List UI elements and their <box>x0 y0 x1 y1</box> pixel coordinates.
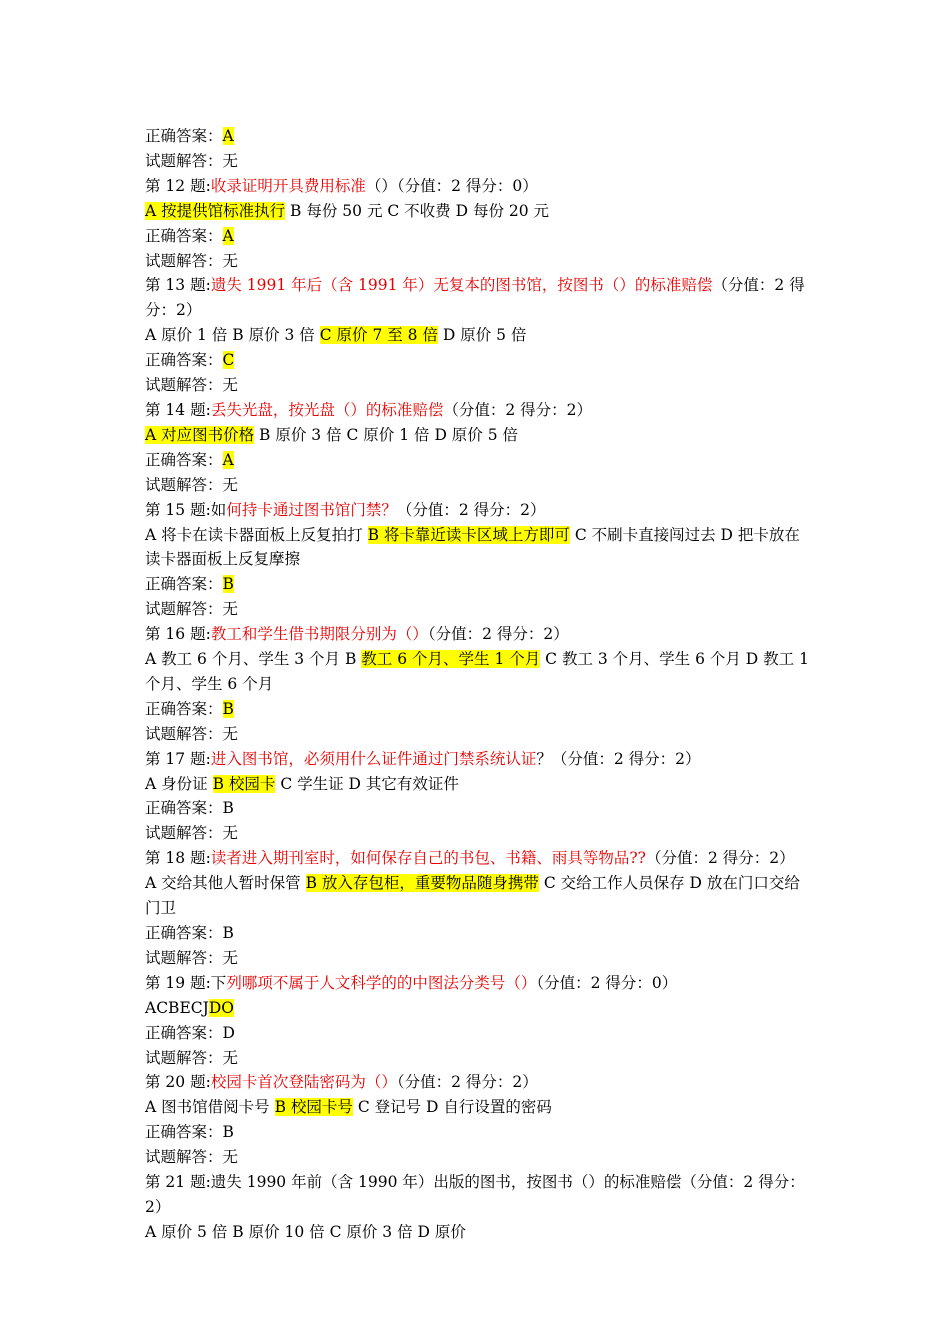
text-line <box>145 448 813 473</box>
text-segment: 试题解答：无 <box>145 600 239 619</box>
text-segment: 试题解答：无 <box>145 475 239 494</box>
text-segment: ？（分值：2 得分：2） <box>536 749 701 768</box>
text-line <box>145 597 813 622</box>
question-text: 进入图书馆，必须用什么证件通过门禁系统认证 <box>210 749 537 768</box>
text-segment: 第 13 题: <box>145 276 211 295</box>
text-segment: （）（分值：2 得分：0） <box>365 176 538 195</box>
text-line <box>145 323 813 348</box>
highlighted-answer: 教工 6 个月、学生 1 个月 <box>361 650 541 669</box>
text-segment: 第 16 题: <box>145 625 211 644</box>
text-line <box>145 1145 813 1170</box>
text-segment: 正确答案： <box>145 699 223 718</box>
highlighted-answer: B 校园卡 <box>212 774 276 793</box>
text-line <box>145 821 813 846</box>
text-segment: A 将卡在读卡器面板上反复拍打 <box>145 525 368 544</box>
text-segment: 第 18 题: <box>145 849 211 868</box>
question-text: 何持卡通过图书馆门禁？ <box>226 500 397 519</box>
text-segment: A 图书馆借阅卡号 <box>145 1098 275 1117</box>
text-segment: 正确答案：D <box>145 1023 235 1042</box>
text-line <box>145 572 813 597</box>
highlighted-answer: B 校园卡号 <box>274 1098 353 1117</box>
text-segment: A 原价 1 倍 B 原价 3 倍 <box>145 326 320 345</box>
highlighted-answer: A <box>222 127 234 145</box>
text-line <box>145 996 813 1021</box>
text-segment: 第 19 题:下 <box>145 973 227 992</box>
highlighted-answer: B 将卡靠近读卡区域上方即可 <box>367 525 570 544</box>
text-segment: A 身份证 <box>145 774 213 793</box>
text-segment: 试题解答：无 <box>145 1148 239 1167</box>
text-segment: C 学生证 D 其它有效证件 <box>275 774 459 793</box>
question-text: 收录证明开具费用标准 <box>210 176 366 195</box>
highlighted-answer: A <box>222 226 234 245</box>
text-line <box>145 523 813 573</box>
text-line <box>145 373 813 398</box>
text-segment: 试题解答：无 <box>145 151 239 170</box>
question-text: 校园卡首次登陆密码为（） <box>210 1073 397 1092</box>
text-segment: （分值：2 得分：2） <box>427 625 569 644</box>
highlighted-answer: B 放入存包柜，重要物品随身携带 <box>305 874 539 893</box>
text-line <box>145 946 813 971</box>
text-segment: 第 14 题: <box>145 400 211 419</box>
text-segment: 正确答案： <box>145 450 223 469</box>
text-segment: 正确答案： <box>145 351 223 370</box>
text-line <box>145 398 813 423</box>
text-segment: B 原价 3 倍 C 原价 1 倍 D 原价 5 倍 <box>254 425 519 444</box>
text-line <box>145 772 813 797</box>
text-line <box>145 971 813 996</box>
question-text: 列哪项不属于人文科学的的中图法分类号（） <box>226 973 537 992</box>
text-segment: D 原价 5 倍 <box>437 326 527 345</box>
text-line <box>145 124 813 149</box>
text-segment: （分值：2 得分：2） <box>645 849 795 868</box>
highlighted-answer: C 原价 7 至 8 倍 <box>319 326 438 345</box>
text-segment: A 原价 5 倍 B 原价 10 倍 C 原价 3 倍 D 原价 <box>145 1222 466 1241</box>
text-line <box>145 498 813 523</box>
text-line <box>145 796 813 821</box>
text-segment: 正确答案：B <box>145 924 234 942</box>
question-text: 教工和学生借书期限分别为（） <box>210 625 428 644</box>
text-line <box>145 249 813 274</box>
text-line <box>145 697 813 722</box>
highlighted-answer: B <box>222 699 234 718</box>
text-segment: A 教工 6 个月、学生 3 个月 B <box>145 650 362 669</box>
text-segment: （分值：2 得分：2） <box>443 400 592 419</box>
question-text: 遗失 1991 年后（含 1991 年）无复本的图书馆，按图书（）的标准赔偿 <box>210 276 713 295</box>
text-line <box>145 423 813 448</box>
text-segment: A 交给其他人暂时保管 <box>145 874 306 893</box>
text-segment: 第 20 题: <box>145 1073 211 1092</box>
text-line <box>145 747 813 772</box>
text-segment: 第 17 题: <box>145 749 211 768</box>
text-segment: 试题解答：无 <box>145 948 239 967</box>
text-line <box>145 199 813 224</box>
text-segment: 正确答案： <box>145 226 223 245</box>
text-line <box>145 224 813 249</box>
text-line <box>145 174 813 199</box>
text-segment: 试题解答：无 <box>145 724 239 743</box>
text-segment: 试题解答：无 <box>145 376 239 395</box>
text-line <box>145 1046 813 1071</box>
text-segment: C 交给工作人员保存 D 放在门口交给门卫 <box>145 874 800 918</box>
text-segment: B 每份 50 元 C 不收费 D 每份 20 元 <box>285 201 550 220</box>
text-line <box>145 1070 813 1095</box>
text-line <box>145 473 813 498</box>
text-segment: 试题解答：无 <box>145 1048 239 1067</box>
text-line <box>145 1021 813 1046</box>
quiz-answer-list <box>145 124 813 1245</box>
text-segment: （分值：2 得分：0） <box>536 973 678 992</box>
text-line <box>145 921 813 946</box>
text-line <box>145 846 813 871</box>
text-line <box>145 273 813 323</box>
text-line <box>145 1170 813 1220</box>
text-segment: 第 12 题: <box>145 176 211 195</box>
text-line <box>145 622 813 647</box>
text-line <box>145 1095 813 1120</box>
text-segment: （分值：2 得分：2） <box>145 276 805 320</box>
text-segment: （分值：2 得分：2） <box>396 1073 538 1092</box>
highlighted-answer: A 对应图书价格 <box>145 425 255 444</box>
highlighted-answer: B <box>222 575 234 594</box>
text-segment: 第 21 题:遗失 1990 年前（含 1990 年）出版的图书，按图书（）的标准赔偿（分值：2 得分：2） <box>145 1173 805 1216</box>
text-line <box>145 1220 813 1245</box>
text-segment: C 登记号 D 自行设置的密码 <box>352 1098 552 1117</box>
text-segment: 正确答案：B <box>145 1123 234 1142</box>
highlighted-answer: A <box>222 450 234 469</box>
text-segment: C 教工 3 个月、学生 6 个月 D 教工 1 个月、学生 6 个月 <box>145 650 809 693</box>
text-line <box>145 1120 813 1145</box>
highlighted-answer: C <box>222 351 235 370</box>
text-line <box>145 647 813 697</box>
text-line <box>145 871 813 921</box>
text-line <box>145 722 813 747</box>
text-segment: 试题解答：无 <box>145 251 239 270</box>
text-line <box>145 348 813 373</box>
highlighted-answer: A 按提供馆标准执行 <box>145 201 286 220</box>
text-segment: ACBECJ <box>145 998 209 1017</box>
text-segment: C 不刷卡直接闯过去 D 把卡放在读卡器面板上反复摩擦 <box>145 525 800 569</box>
question-text: 丢失光盘，按光盘（）的标准赔偿 <box>210 400 444 419</box>
text-segment: 第 15 题:如 <box>145 500 227 519</box>
question-text: 读者进入期刊室时，如何保存自己的书包、书籍、雨具等物品?? <box>210 849 646 868</box>
highlighted-answer: DO <box>208 998 234 1017</box>
text-segment: 正确答案： <box>145 127 223 145</box>
text-line <box>145 149 813 174</box>
text-segment: 正确答案： <box>145 575 223 594</box>
text-segment: 试题解答：无 <box>145 824 239 843</box>
text-segment: 正确答案：B <box>145 799 234 818</box>
text-segment: （分值：2 得分：2） <box>396 500 546 519</box>
